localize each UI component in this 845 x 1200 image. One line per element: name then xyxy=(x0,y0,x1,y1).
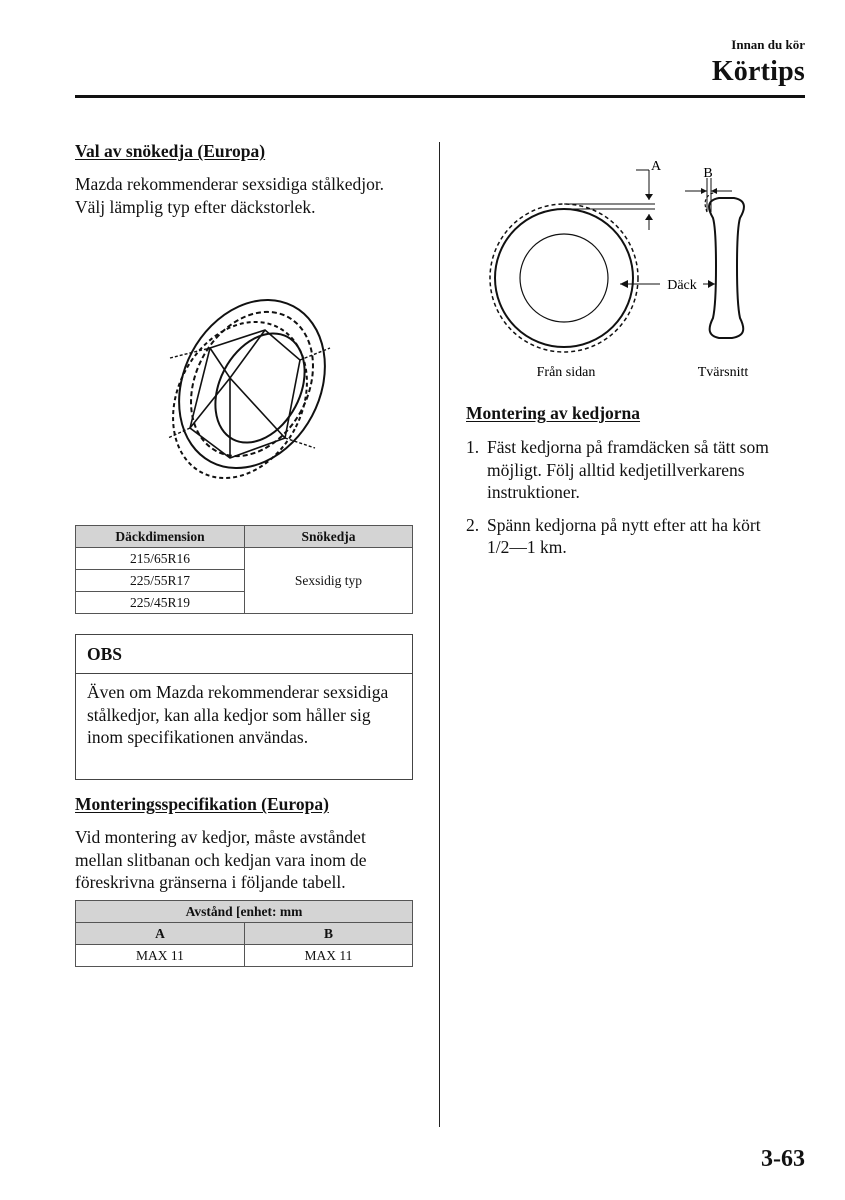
chain-selection-text: Mazda rekommenderar sexsidiga stålkedjor. Välj lämplig typ efter däckstorlek. xyxy=(75,174,385,217)
page-number: 3-63 xyxy=(761,1146,805,1172)
tire-size-cell: 225/55R17 xyxy=(76,570,245,592)
obs-note-box xyxy=(75,634,413,780)
tire-cross-section xyxy=(709,198,744,338)
header-rule xyxy=(75,95,805,98)
obs-title: OBS xyxy=(76,635,412,674)
step-text: Spänn kedjorna på nytt efter att ha kört 1/2—1 km. xyxy=(487,514,761,557)
clearance-table xyxy=(75,900,413,967)
clearance-col-a: A xyxy=(76,923,245,945)
chain-selection-heading: Val av snökedja (Europa) xyxy=(75,141,266,161)
obs-text: Även om Mazda rekommenderar sexsidiga stålkedjor, kan alla kedjor som håller sig inom specifikationen användas. xyxy=(87,682,389,747)
mounting-heading: Montering av kedjorna xyxy=(466,403,641,423)
section-label: Innan du kör xyxy=(731,37,805,52)
step-number: 2. xyxy=(466,514,480,535)
snow-chain-illustration xyxy=(150,288,350,488)
list-item xyxy=(466,436,786,504)
mounting-spec-text: Vid montering av kedjor, måste avståndet mellan slitbanan och kedjan vara inom de föreskrivna gränserna i följande tabell. xyxy=(75,827,367,892)
caption-cross-section: Tvärsnitt xyxy=(697,365,749,380)
mounting-spec-heading: Monteringsspecifikation (Europa) xyxy=(75,794,329,814)
tire-size-cell: 225/45R19 xyxy=(76,592,245,614)
table-header-snow-chain: Snökedja xyxy=(245,526,413,548)
clearance-value-b: MAX 11 xyxy=(245,945,413,967)
tire-size-cell: 215/65R16 xyxy=(76,548,245,570)
caption-side-view: Från sidan xyxy=(536,365,596,380)
tire-clearance-diagram xyxy=(460,150,800,390)
label-a: A xyxy=(650,159,662,174)
step-number: 1. xyxy=(466,437,480,457)
rim-circle xyxy=(520,234,608,322)
tire-chain-table xyxy=(75,525,413,614)
step-text: Fäst kedjorna på framdäcken så tätt som möjligt. Följ alltid kedjetillverkarens instruktioner. xyxy=(487,437,769,502)
column-divider xyxy=(439,142,440,1127)
chain-type-cell: Sexsidig typ xyxy=(245,548,413,614)
clearance-value-a: MAX 11 xyxy=(76,945,245,967)
tire-outer xyxy=(495,209,633,347)
label-b: B xyxy=(703,166,713,181)
chain-outline xyxy=(490,204,638,352)
label-tire: Däck xyxy=(667,278,697,293)
clearance-table-caption: Avstånd [enhet: mm xyxy=(76,901,413,923)
table-header-tire-dimension: Däckdimension xyxy=(76,526,245,548)
page-title: Körtips xyxy=(711,56,805,87)
clearance-col-b: B xyxy=(245,923,413,945)
list-item xyxy=(466,514,786,559)
mounting-steps xyxy=(466,436,786,569)
